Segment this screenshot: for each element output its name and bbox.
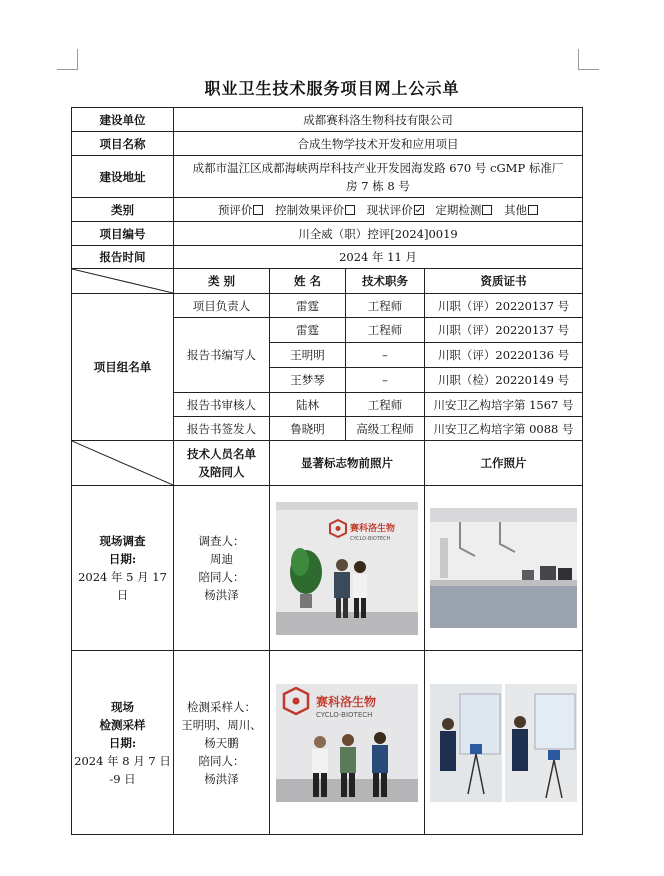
logo-en-text: CYCLO-BIOTECH	[350, 535, 391, 542]
team-title: 高级工程师	[346, 417, 425, 441]
sampling-staff-line: 王明明、周川、	[181, 717, 262, 732]
team-header-category: 类 别	[174, 269, 270, 294]
sampling-label-line-5: -9 日	[109, 771, 136, 786]
team-role: 报告书审核人	[174, 393, 270, 417]
sampling-label-line-3: 日期:	[108, 735, 137, 750]
survey-label-line-2: 日期:	[108, 552, 137, 566]
team-title: 工程师	[346, 393, 425, 417]
team-header-row	[72, 269, 583, 294]
sampling-staff-line: 检测采样人：	[187, 699, 256, 714]
category-opt-current: 现状评价	[366, 202, 413, 217]
team-cert: 川职（评）20220137 号	[425, 294, 583, 318]
survey-label	[72, 486, 174, 651]
sampling-label	[72, 651, 174, 835]
checked-checkbox-icon	[414, 205, 424, 215]
project-name-label: 项目名称	[72, 132, 174, 156]
code-value: 川全威（职）控评[2024]0019	[174, 222, 583, 246]
survey-label-line-3: 2024 年 5 月 17	[78, 570, 167, 584]
category-label: 类别	[72, 198, 174, 222]
row-address	[72, 156, 583, 198]
row-project-name	[72, 132, 583, 156]
team-header-title: 技术职务	[346, 269, 425, 294]
time-value: 2024 年 11 月	[174, 246, 583, 269]
survey-work-photo-cell	[425, 486, 583, 651]
page-title: 职业卫生技术服务项目网上公示单	[204, 79, 460, 98]
team-title: –	[346, 343, 425, 368]
survey-staff	[174, 486, 270, 651]
address-label: 建设地址	[72, 156, 174, 198]
project-name-value: 合成生物学技术开发和应用项目	[174, 132, 583, 156]
checkbox-icon	[253, 205, 263, 215]
team-cert: 川安卫乙构培字第 0088 号	[425, 417, 583, 441]
category-options	[174, 198, 583, 222]
team-name: 雷霆	[270, 294, 346, 318]
crop-mark-top-left	[57, 49, 78, 70]
work-photo-survey	[430, 508, 577, 628]
address-line-1: 成都市温江区成都海峡两岸科技产业开发园海发路 670 号 cGMP 标准厂	[192, 160, 564, 175]
row-code	[72, 222, 583, 246]
address-value	[174, 156, 583, 198]
category-opt-pre: 预评价	[217, 202, 253, 217]
row-unit	[72, 108, 583, 132]
sampling-label-line-1: 现场	[111, 699, 134, 714]
team-header-name: 姓 名	[270, 269, 346, 294]
checkbox-icon	[345, 205, 355, 215]
crop-mark-top-right	[578, 49, 599, 70]
team-title: –	[346, 368, 425, 393]
checkbox-icon	[482, 205, 492, 215]
team-name: 雷霆	[270, 318, 346, 343]
team-cert: 川职（评）20220136 号	[425, 343, 583, 368]
sampling-staff-line: 陪同人：	[198, 753, 245, 768]
sampling-staff-line: 杨天鹏	[204, 735, 239, 750]
diagonal-cell	[72, 441, 174, 486]
survey-landmark-photo-cell	[270, 486, 425, 651]
team-header-cert: 资质证书	[425, 269, 583, 294]
survey-label-line-4: 日	[116, 588, 129, 602]
sampling-row	[72, 651, 583, 835]
team-role: 报告书签发人	[174, 417, 270, 441]
team-cert: 川安卫乙构培字第 1567 号	[425, 393, 583, 417]
staff-header-line-1: 技术人员名单	[187, 447, 256, 461]
team-row	[72, 294, 583, 318]
address-line-2: 房 7 栋 8 号	[346, 178, 410, 193]
team-title: 工程师	[346, 318, 425, 343]
photo-header-row	[72, 441, 583, 486]
unit-value: 成都赛科洛生物科技有限公司	[174, 108, 583, 132]
sampling-label-line-2: 检测采样	[99, 717, 146, 732]
survey-label-line-1: 现场调查	[99, 534, 146, 548]
landmark-photo-sampling	[276, 684, 418, 802]
sampling-staff-line: 杨洪泽	[204, 771, 239, 786]
landmark-photo-header: 显著标志物前照片	[270, 441, 425, 486]
team-cert: 川职（评）20220137 号	[425, 318, 583, 343]
landmark-photo-survey	[276, 502, 418, 635]
logo-cn-text: 赛科洛生物	[316, 694, 377, 709]
team-cert: 川职（检）20220149 号	[425, 368, 583, 393]
checkbox-icon	[528, 205, 538, 215]
category-opt-control: 控制效果评价	[275, 202, 345, 217]
row-category	[72, 198, 583, 222]
sampling-work-photo-cell	[425, 651, 583, 835]
team-name: 王梦琴	[270, 368, 346, 393]
unit-label: 建设单位	[72, 108, 174, 132]
team-name: 鲁晓明	[270, 417, 346, 441]
sampling-landmark-photo-cell	[270, 651, 425, 835]
disclosure-form	[71, 107, 583, 835]
team-label: 项目组名单	[72, 294, 174, 441]
staff-header-line-2: 及陪同人	[198, 465, 245, 479]
category-opt-periodic: 定期检测	[435, 202, 482, 217]
category-opt-other: 其他	[504, 202, 528, 217]
survey-row	[72, 486, 583, 651]
logo-cn-text: 赛科洛生物	[350, 523, 396, 534]
staff-header	[174, 441, 270, 486]
team-name: 王明明	[270, 343, 346, 368]
team-role: 报告书编写人	[174, 318, 270, 393]
row-time	[72, 246, 583, 269]
work-photo-sampling	[430, 684, 577, 802]
survey-staff-line: 周迪	[210, 552, 233, 566]
time-label: 报告时间	[72, 246, 174, 269]
team-title: 工程师	[346, 294, 425, 318]
diagonal-cell	[72, 269, 174, 294]
team-name: 陆林	[270, 393, 346, 417]
sampling-label-line-4: 2024 年 8 月 7 日	[74, 753, 171, 768]
survey-staff-line: 杨洪泽	[204, 588, 239, 602]
code-label: 项目编号	[72, 222, 174, 246]
survey-staff-line: 陪同人：	[198, 570, 245, 584]
work-photo-header: 工作照片	[425, 441, 583, 486]
survey-staff-line: 调查人：	[198, 534, 245, 548]
logo-en-text: CYCLO-BIOTECH	[316, 710, 373, 719]
sampling-staff	[174, 651, 270, 835]
team-role: 项目负责人	[174, 294, 270, 318]
